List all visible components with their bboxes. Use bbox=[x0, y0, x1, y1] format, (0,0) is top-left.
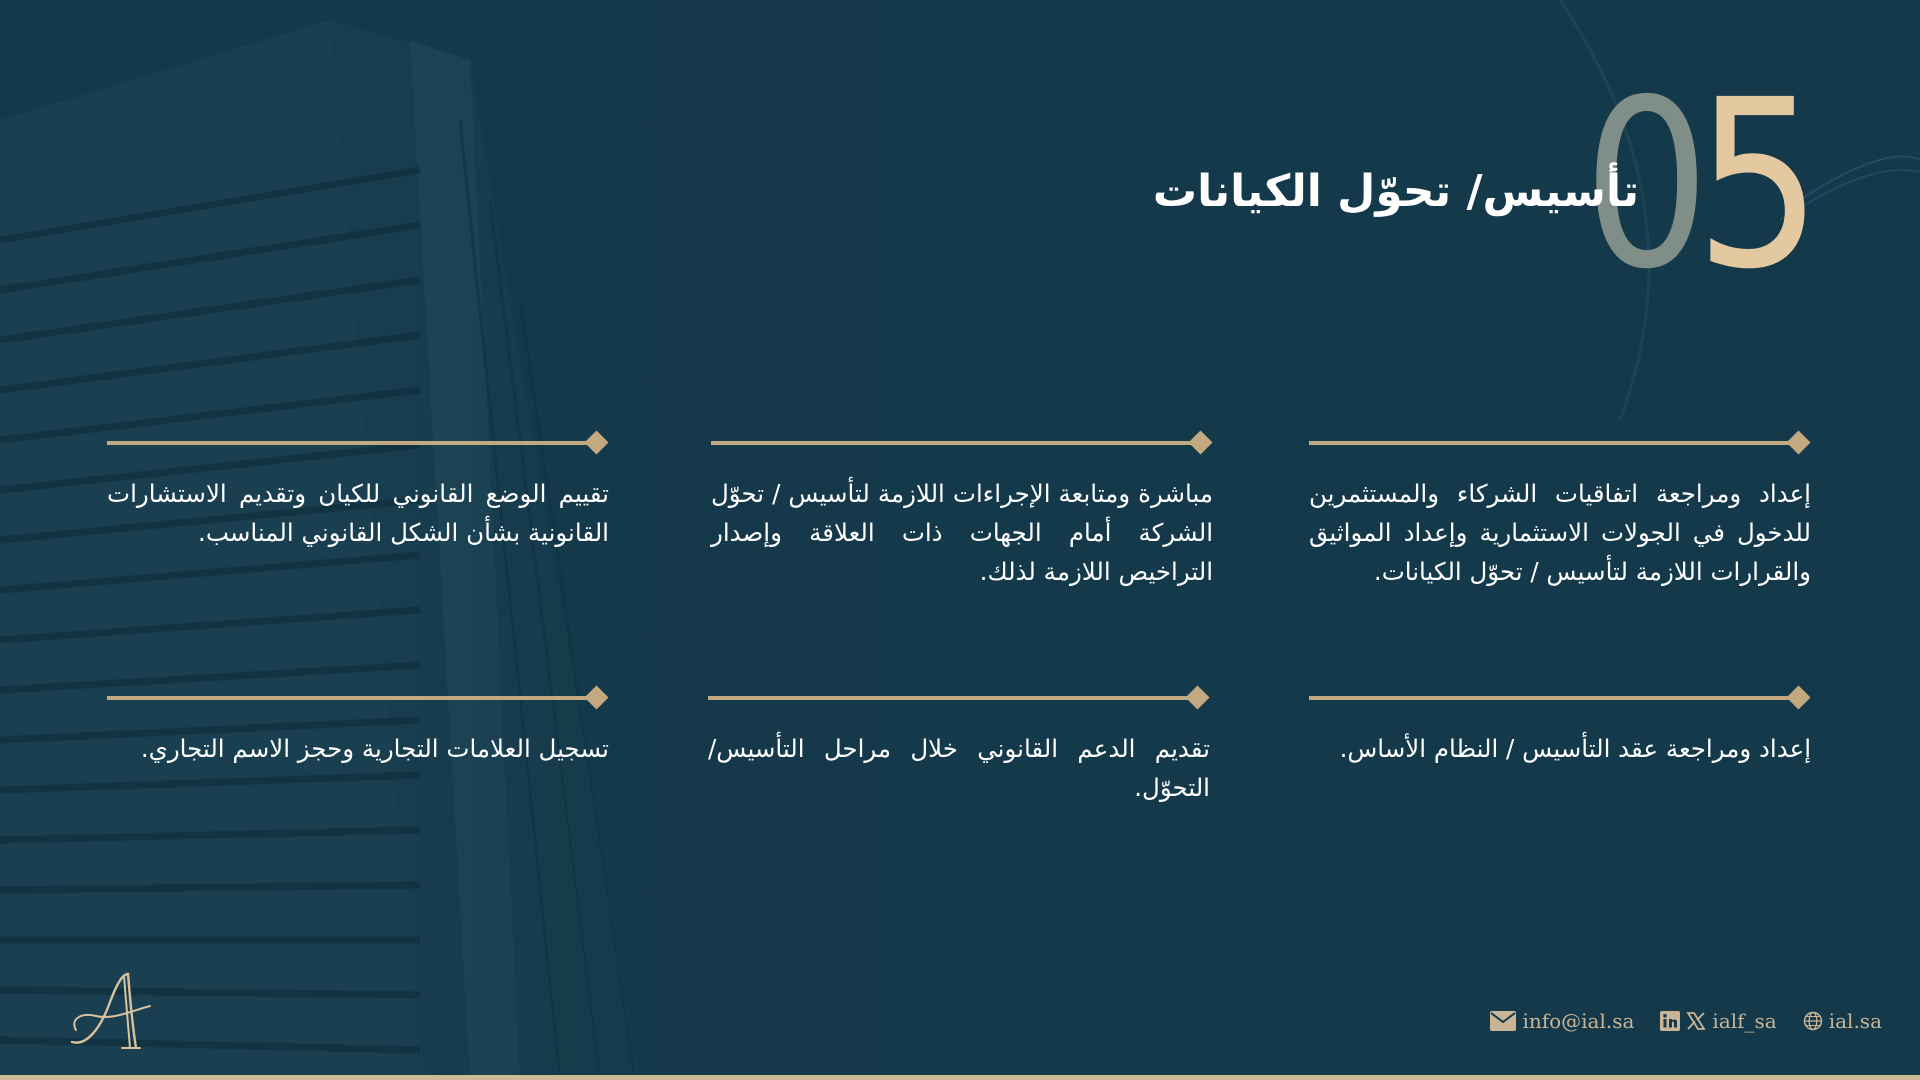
diamond-icon bbox=[584, 430, 608, 454]
footer-social[interactable] bbox=[1660, 1009, 1776, 1033]
card-divider bbox=[708, 685, 1210, 711]
mail-icon bbox=[1490, 1011, 1516, 1031]
card-divider bbox=[1309, 430, 1811, 456]
service-card-4 bbox=[1309, 685, 1811, 768]
diamond-icon bbox=[1188, 430, 1212, 454]
card-divider bbox=[711, 430, 1213, 456]
service-card-text: تقييم الوضع القانوني للكيان وتقديم الاستشارات القانونية بشأن الشكل القانوني المناسب. bbox=[107, 479, 609, 547]
globe-icon bbox=[1803, 1011, 1823, 1031]
service-card-5 bbox=[708, 685, 1210, 807]
slide-number-first-digit: 0 bbox=[1583, 50, 1695, 320]
diamond-icon bbox=[1786, 685, 1810, 709]
slide-number-second-digit: 5 bbox=[1694, 50, 1807, 320]
bottom-accent-bar bbox=[0, 1075, 1920, 1080]
diamond-icon bbox=[584, 685, 608, 709]
footer-social-text: ialf_sa bbox=[1712, 1009, 1777, 1033]
diamond-icon bbox=[1786, 430, 1810, 454]
logo-icon bbox=[66, 968, 152, 1052]
footer-website-text: ial.sa bbox=[1828, 1009, 1882, 1033]
footer-email-text: info@ial.sa bbox=[1522, 1009, 1635, 1033]
diamond-icon bbox=[1185, 685, 1209, 709]
service-card-2 bbox=[711, 430, 1213, 591]
x-icon bbox=[1686, 1011, 1706, 1031]
footer-website[interactable] bbox=[1803, 1009, 1882, 1033]
service-card-text: تقديم الدعم القانوني خلال مراحل التأسيس/ التحوّل. bbox=[708, 734, 1210, 802]
section-title: تأسيس/ تحوّل الكيانات bbox=[1152, 166, 1639, 217]
card-divider bbox=[107, 430, 609, 456]
service-card-3 bbox=[107, 430, 609, 552]
service-card-1 bbox=[1309, 430, 1811, 591]
service-card-text: إعداد ومراجعة اتفاقيات الشركاء والمستثمرين للدخول في الجولات الاستثمارية وإعداد المواثيق والقرارات اللازمة لتأسيس / تحوّل الكيانات. bbox=[1309, 479, 1811, 586]
footer-email[interactable] bbox=[1490, 1009, 1634, 1033]
service-card-6 bbox=[107, 685, 609, 768]
service-card-text: تسجيل العلامات التجارية وحجز الاسم التجاري. bbox=[140, 734, 609, 763]
service-card-text: إعداد ومراجعة عقد التأسيس / النظام الأساس. bbox=[1339, 734, 1811, 763]
linkedin-icon bbox=[1660, 1011, 1680, 1031]
footer-contact bbox=[1490, 1006, 1882, 1036]
card-divider bbox=[1309, 685, 1811, 711]
service-card-text: مباشرة ومتابعة الإجراءات اللازمة لتأسيس / تحوّل الشركة أمام الجهات ذات العلاقة وإصدار التراخيص اللازمة لذلك. bbox=[711, 479, 1213, 586]
card-divider bbox=[107, 685, 609, 711]
